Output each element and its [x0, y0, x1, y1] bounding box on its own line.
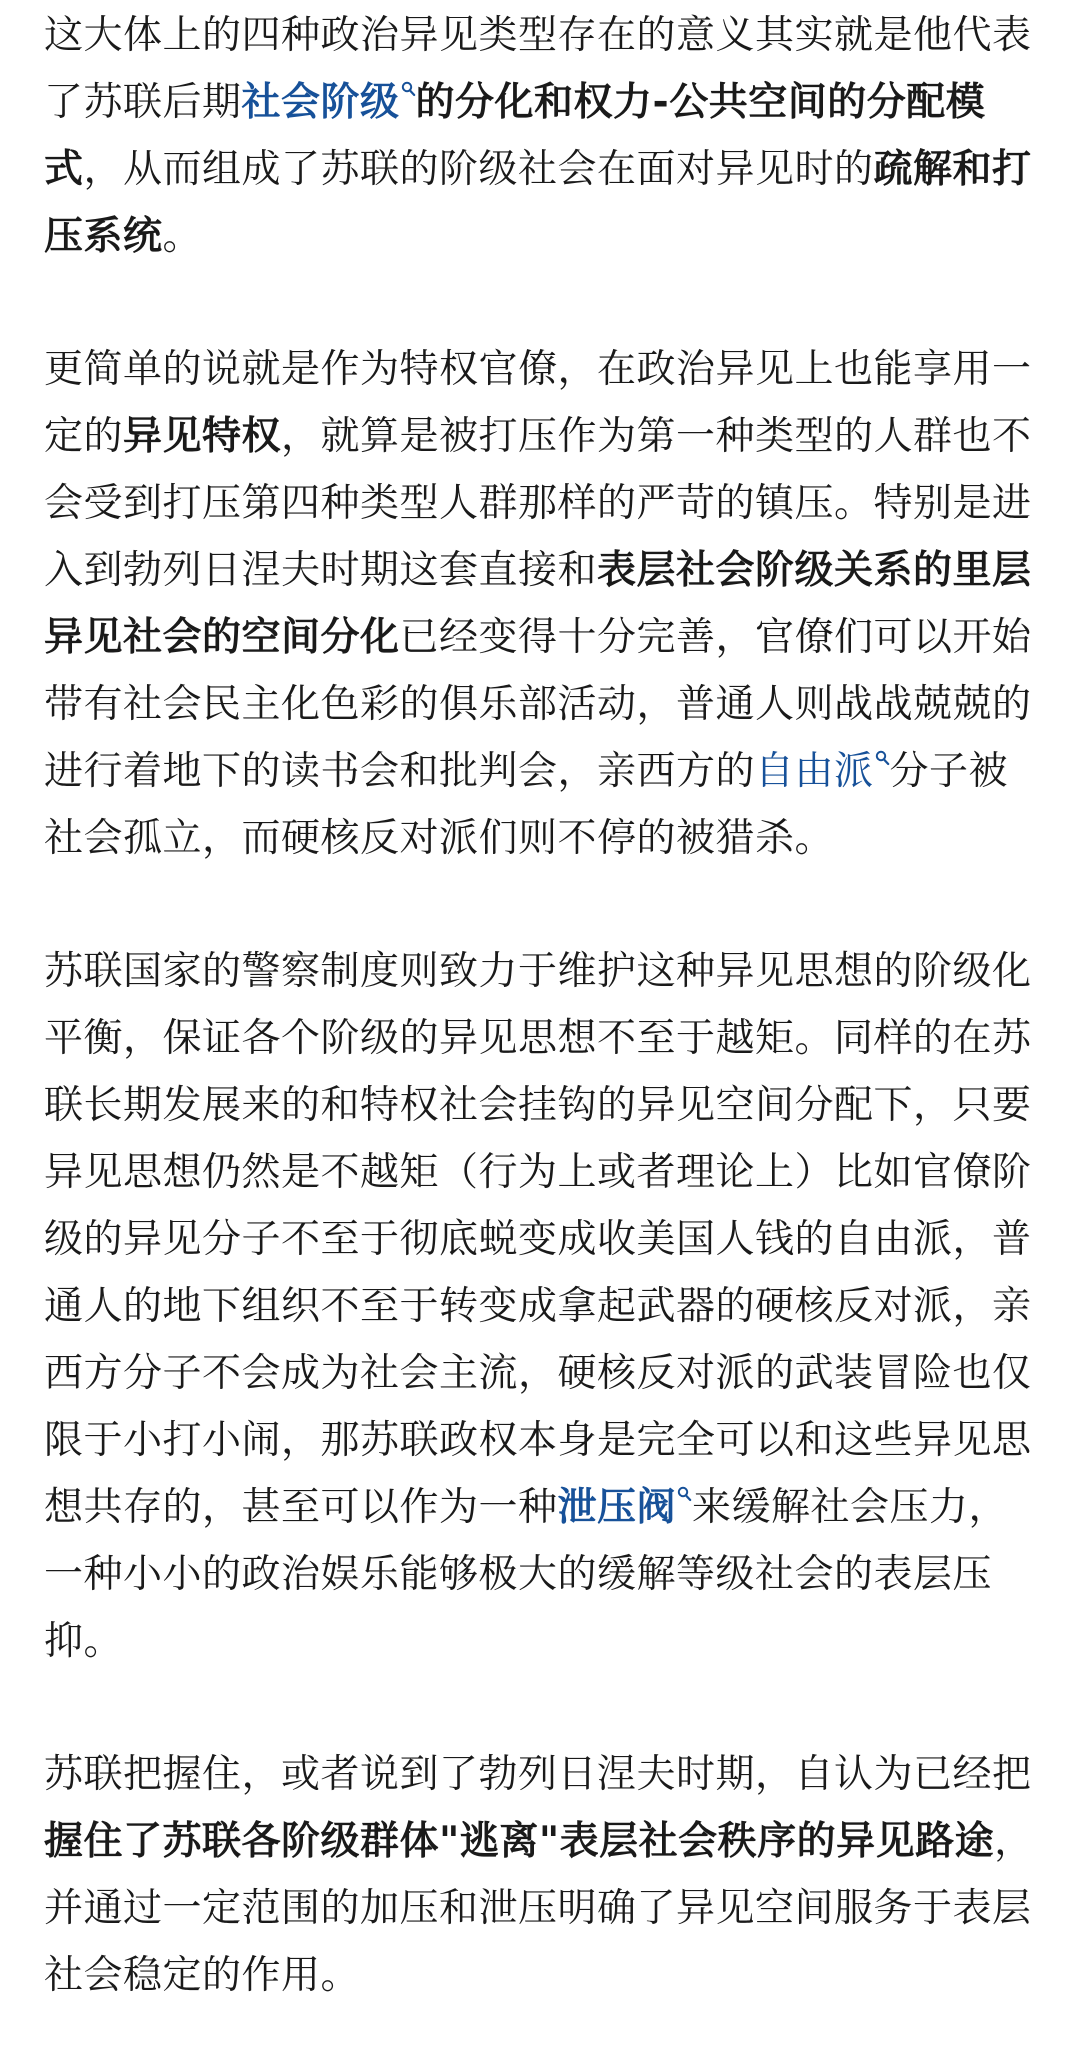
keyword-link-label[interactable]: 自由派 [755, 749, 874, 794]
text-content: 的分化和权力-公共空间的分配模式 [44, 80, 986, 192]
text-content: 苏联把握住，或者说到了勃列日涅夫时期，自认为已经把 [44, 1752, 1032, 1797]
text-content: 分子被社会孤立，而硬核反对派们则不停的被猎杀。 [44, 749, 1009, 861]
bold-text-run [123, 414, 281, 459]
text-content: 已经变得十分完善，官僚们可以开始带有社会民主化色彩的俱乐部活动，普通人则战战兢兢的进行着地下的读书会和批判会，亲西方的 [44, 615, 1032, 794]
paragraph-1 [44, 2, 1036, 270]
text-content: ，并通过一定范围的加压和泄压明确了异见空间服务于表层社会稳定的作用。 [44, 1819, 1034, 1998]
bold-text-run [44, 1819, 994, 1864]
keyword-link-label[interactable]: 社会阶级 [241, 80, 400, 125]
keyword-search-link[interactable] [242, 80, 416, 125]
text-run [44, 949, 1032, 1530]
search-icon[interactable] [875, 750, 890, 767]
search-icon[interactable] [677, 1486, 692, 1503]
text-content: 这大体上的四种政治异见类型存在的意义其实就是他代表了苏联后期 [44, 13, 1032, 125]
search-icon[interactable] [401, 81, 416, 98]
paragraph-3 [44, 938, 1036, 1675]
text-content: 苏联国家的警察制度则致力于维护这种异见思想的阶级化平衡，保证各个阶级的异见思想不至于越矩。同样的在苏联长期发展来的和特权社会挂钩的异见空间分配下，只要异见思想仍然是不越矩（行为上或者理论上）比如官僚阶级的异见分子不至于彻底蜕变成收美国人钱的自由派，普通人的地下组织不至于转变成拿起武器的硬核反对派，亲西方分子不会成为社会主流，硬核反对派的武装冒险也仅限于小打小闹，那苏联政权本身是完全可以和这些异见思想共存的，甚至可以作为一种 [44, 949, 1032, 1530]
text-run [163, 214, 203, 259]
keyword-link-label[interactable]: 泄压阀 [557, 1485, 677, 1530]
text-content: 更简单的说就是作为特权官僚，在政治异见上也能享用一定的 [44, 347, 1032, 459]
paragraph-2 [44, 336, 1036, 872]
text-content: ，从而组成了苏联的阶级社会在面对异见时的 [83, 147, 874, 192]
text-run [44, 1752, 1032, 1797]
text-run [84, 147, 874, 192]
text-content: 异见特权 [123, 414, 282, 459]
keyword-search-link[interactable] [755, 749, 890, 794]
keyword-search-link[interactable] [558, 1485, 693, 1530]
text-content: 来缓解社会压力，一种小小的政治娱乐能够极大的缓解等级社会的表层压抑。 [44, 1485, 1009, 1664]
text-content: ，就算是被打压作为第一种类型的人群也不会受到打压第四种类型人群那样的严苛的镇压。特别是进入到勃列日涅夫时期这套直接和 [44, 414, 1032, 593]
text-content: 疏解和打压系统 [44, 147, 1032, 259]
text-content: 表层社会阶级关系的里层异见社会的空间分化 [44, 548, 1032, 660]
paragraph-4 [44, 1741, 1036, 2009]
text-content: 握住了苏联各阶级群体"逃离"表层社会秩序的异见路途 [44, 1819, 995, 1864]
text-content: 。 [162, 214, 203, 259]
